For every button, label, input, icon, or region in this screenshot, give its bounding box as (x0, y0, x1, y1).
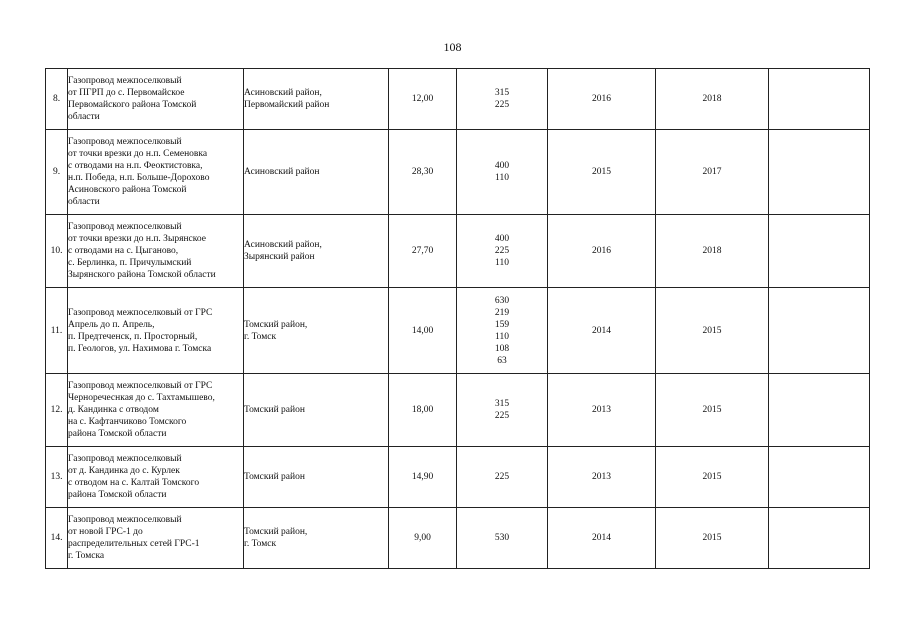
note-cell (769, 508, 870, 569)
gas-pipeline-table (45, 68, 870, 569)
length-cell: 9,00 (389, 508, 457, 569)
district-cell: Асиновский район, Первомайский район (244, 69, 389, 130)
page-number: 108 (443, 40, 462, 54)
district-cell: Томский район (244, 447, 389, 508)
pipeline-name: Газопровод межпоселковый от ГРС Апрель до п. Апрель, п. Предтеченск, п. Просторный, п. Геологов, ул. Нахимова г. Томска (68, 288, 244, 374)
district-cell: Асиновский район, Зырянский район (244, 215, 389, 288)
table-row (46, 447, 870, 508)
table-row (46, 130, 870, 215)
district-cell: Томский район (244, 374, 389, 447)
diameter-cell: 400 225 110 (457, 215, 548, 288)
district-cell: Томский район, г. Томск (244, 288, 389, 374)
end-year-cell: 2018 (656, 69, 769, 130)
row-number: 11. (46, 288, 68, 374)
row-number: 13. (46, 447, 68, 508)
note-cell (769, 374, 870, 447)
pipeline-name: Газопровод межпоселковый от новой ГРС-1 до распределительных сетей ГРС-1 г. Томска (68, 508, 244, 569)
diameter-cell: 530 (457, 508, 548, 569)
start-year-cell: 2015 (548, 130, 656, 215)
start-year-cell: 2016 (548, 69, 656, 130)
start-year-cell: 2014 (548, 508, 656, 569)
pipeline-name: Газопровод межпоселковый от ГРС Черноречеснкая до с. Тахтамышево, д. Кандинка с отводом на с. Кафтанчиково Томского района Томской области (68, 374, 244, 447)
end-year-cell: 2015 (656, 508, 769, 569)
table-row (46, 288, 870, 374)
row-number: 10. (46, 215, 68, 288)
pipeline-name: Газопровод межпоселковый от точки врезки до н.п. Зырянское с отводами на с. Цыганово, с. Берлинка, п. Причулымский Зырянского района Томской области (68, 215, 244, 288)
start-year-cell: 2013 (548, 374, 656, 447)
end-year-cell: 2015 (656, 374, 769, 447)
diameter-cell: 225 (457, 447, 548, 508)
pipeline-name: Газопровод межпоселковый от ПГРП до с. Первомайское Первомайского района Томской области (68, 69, 244, 130)
diameter-cell: 315 225 (457, 374, 548, 447)
length-cell: 14,90 (389, 447, 457, 508)
table-row (46, 374, 870, 447)
length-cell: 14,00 (389, 288, 457, 374)
note-cell (769, 215, 870, 288)
diameter-cell: 315 225 (457, 69, 548, 130)
end-year-cell: 2017 (656, 130, 769, 215)
note-cell (769, 447, 870, 508)
table-row (46, 215, 870, 288)
note-cell (769, 130, 870, 215)
start-year-cell: 2014 (548, 288, 656, 374)
start-year-cell: 2013 (548, 447, 656, 508)
district-cell: Асиновский район (244, 130, 389, 215)
table-row (46, 69, 870, 130)
start-year-cell: 2016 (548, 215, 656, 288)
length-cell: 27,70 (389, 215, 457, 288)
diameter-cell: 630 219 159 110 108 63 (457, 288, 548, 374)
length-cell: 12,00 (389, 69, 457, 130)
table-row (46, 508, 870, 569)
end-year-cell: 2018 (656, 215, 769, 288)
pipeline-name: Газопровод межпоселковый от д. Кандинка до с. Курлек с отводом на с. Калтай Томского района Томской области (68, 447, 244, 508)
district-cell: Томский район, г. Томск (244, 508, 389, 569)
row-number: 8. (46, 69, 68, 130)
row-number: 12. (46, 374, 68, 447)
row-number: 14. (46, 508, 68, 569)
diameter-cell: 400 110 (457, 130, 548, 215)
end-year-cell: 2015 (656, 447, 769, 508)
length-cell: 18,00 (389, 374, 457, 447)
note-cell (769, 69, 870, 130)
end-year-cell: 2015 (656, 288, 769, 374)
pipeline-name: Газопровод межпоселковый от точки врезки до н.п. Семеновка с отводами на н.п. Феоктистовка, н.п. Победа, н.п. Больше-Дорохово Асиновского района Томской области (68, 130, 244, 215)
row-number: 9. (46, 130, 68, 215)
note-cell (769, 288, 870, 374)
length-cell: 28,30 (389, 130, 457, 215)
